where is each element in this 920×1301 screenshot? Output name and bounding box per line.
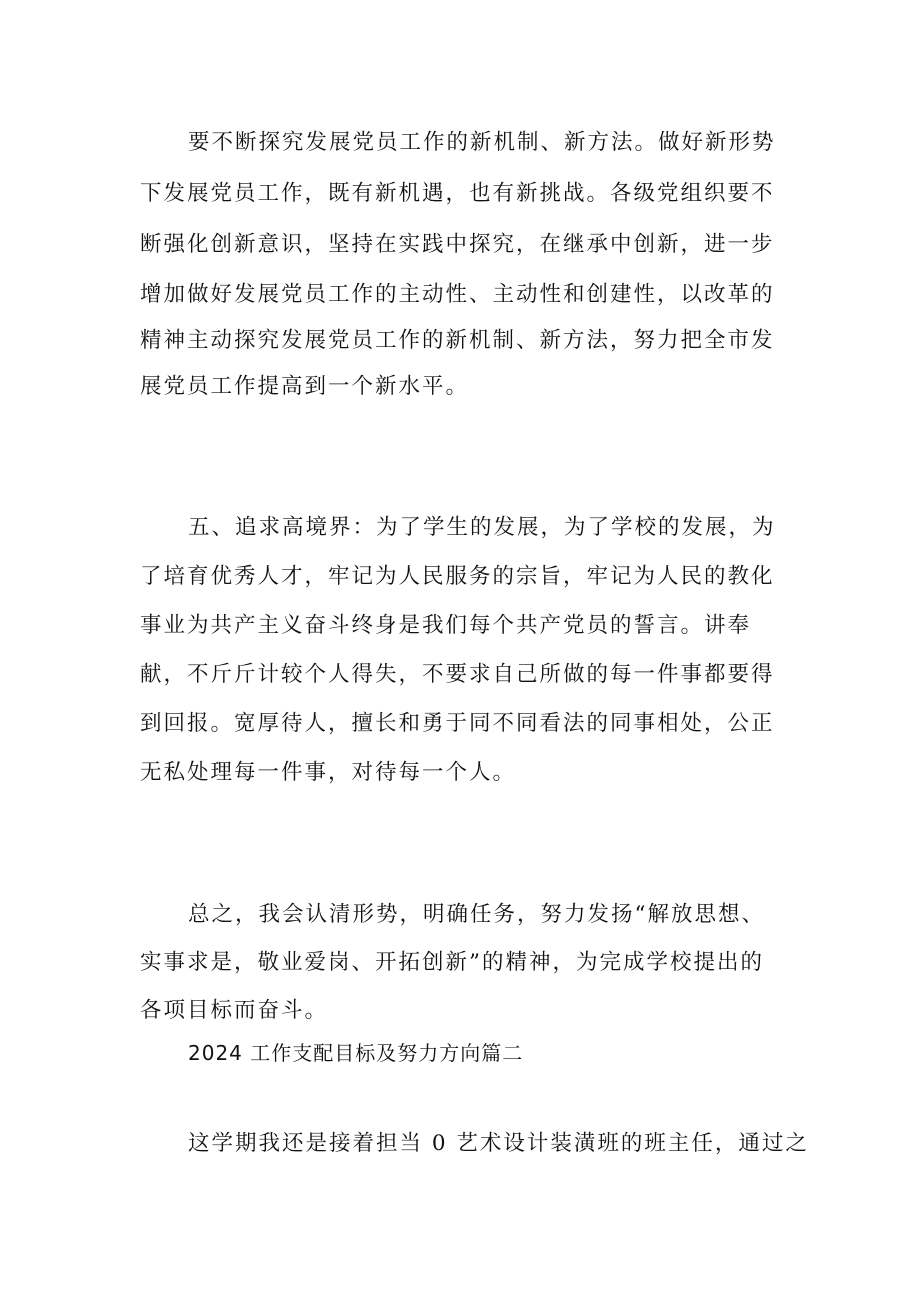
- paragraph-2-line-5: 到回报。宽厚待人，擅长和勇于同不同看法的同事相处，公正: [140, 711, 775, 736]
- paragraph-1-line-2: 下发展党员工作，既有新机遇，也有新挑战。各级党组织要不: [140, 181, 775, 206]
- paragraph-2-line-2: 了培育优秀人才，牢记为人民服务的宗旨，牢记为人民的教化: [140, 564, 775, 589]
- paragraph-1-line-3: 断强化创新意识，坚持在实践中探究，在继承中创新，进一步: [140, 232, 775, 257]
- paragraph-1-line-5: 精神主动探究发展党员工作的新机制、新方法，努力把全市发: [140, 328, 775, 353]
- paragraph-2-line-1: 五、追求高境界：为了学生的发展，为了学校的发展，为: [188, 515, 776, 540]
- paragraph-3-line-3: 各项目标而奋斗。: [140, 998, 329, 1023]
- paragraph-4-line-1: 这学期我还是接着担当 0 艺术设计装潢班的班主任，通过之: [188, 1131, 809, 1156]
- paragraph-1-line-6: 展党员工作提高到一个新水平。: [140, 374, 470, 399]
- paragraph-1-line-4: 增加做好发展党员工作的主动性、主动性和创建性，以改革的: [140, 282, 775, 307]
- paragraph-3-line-2: 实事求是，敬业爱岗、开拓创新”的精神，为完成学校提出的: [140, 950, 764, 975]
- paragraph-1-line-1: 要不断探究发展党员工作的新机制、新方法。做好新形势: [188, 130, 776, 155]
- paragraph-2-line-6: 无私处理每一件事，对待每一个人。: [140, 760, 517, 785]
- section-heading: 2024 工作支配目标及努力方向篇二: [188, 1041, 524, 1065]
- paragraph-3-line-1: 总之，我会认清形势，明确任务，努力发扬“解放思想、: [188, 902, 765, 927]
- paragraph-2-line-3: 事业为共产主义奋斗终身是我们每个共产党员的誓言。讲奉: [140, 613, 752, 638]
- paragraph-2-line-4: 献，不斤斤计较个人得失，不要求自己所做的每一件事都要得: [140, 662, 775, 687]
